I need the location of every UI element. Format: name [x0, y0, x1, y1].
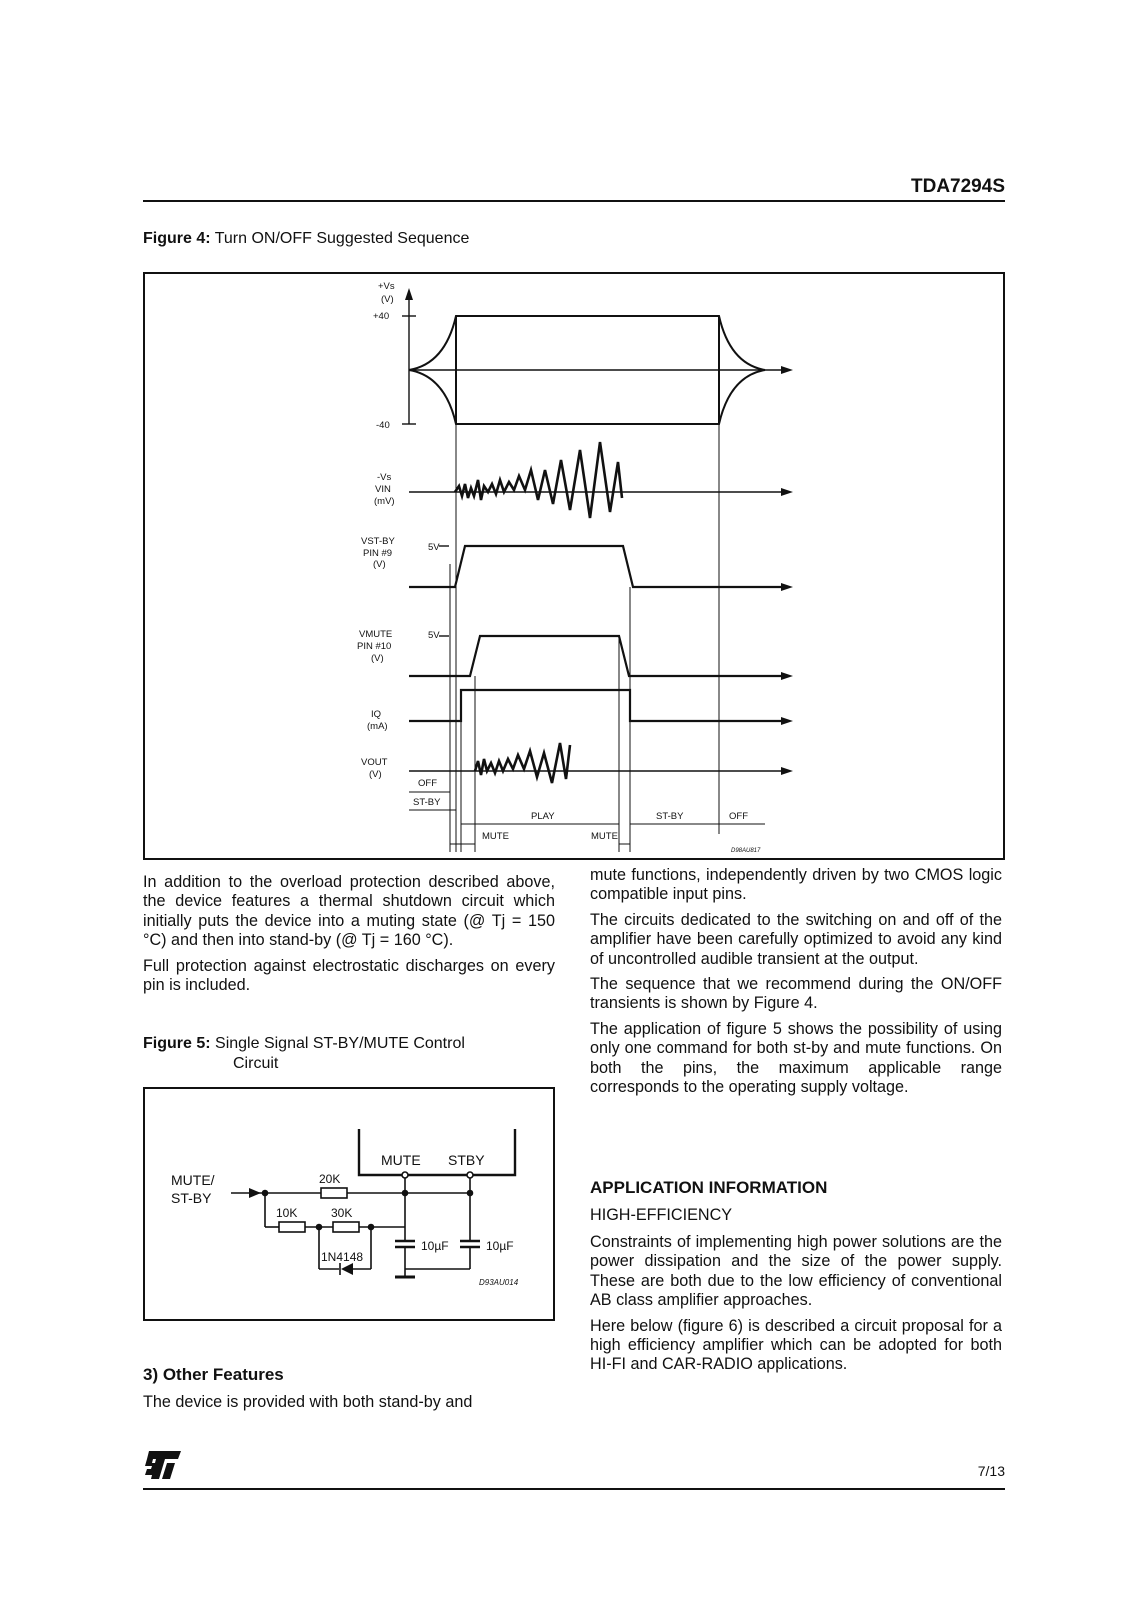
- vs-unit-label: (V): [381, 294, 394, 305]
- vmute-pin-label: PIN #10: [357, 641, 392, 652]
- vstby-unit-label: (V): [373, 559, 386, 570]
- left-para-1: In addition to the overload protection described above, the device features a thermal shutdown circuit which initially puts the device into a muting state (@ Tj = 150 °C) and then into stand-by (@ Tj = 160 °C).: [143, 873, 555, 950]
- vstby-pin-label: PIN #9: [363, 548, 393, 559]
- left-column: [143, 873, 555, 1001]
- left-para-3: The device is provided with both stand-by and: [143, 1393, 473, 1411]
- right-para-6: Here below (figure 6) is described a circuit proposal for a high efficiency amplifier which can be adopted for both HI-FI and CAR-RADIO applications.: [590, 1316, 1002, 1374]
- resistor-30k: [333, 1222, 359, 1232]
- vout-signal-trace: [475, 743, 570, 783]
- vmute-level-label: 5V: [428, 630, 440, 641]
- figure4-code: D98AU817: [731, 848, 761, 854]
- resistor-20k: [321, 1188, 347, 1198]
- other-features-heading: 3) Other Features: [143, 1365, 284, 1384]
- r10k-label: 10K: [276, 1206, 298, 1220]
- figure4-timing-diagram: [145, 274, 1003, 858]
- vout-unit-label: (V): [369, 769, 382, 780]
- iq-unit-label: (mA): [367, 721, 388, 732]
- stby-left-label: ST-BY: [413, 797, 441, 808]
- vstby-label: VST-BY: [361, 536, 395, 547]
- off-left-label: OFF: [418, 778, 437, 789]
- figure5-caption: [143, 1035, 465, 1053]
- vstby-level-label: 5V: [428, 542, 440, 553]
- vin-label: VIN: [375, 484, 391, 495]
- diode-1n4148: [341, 1263, 353, 1275]
- figure5-code: D93AU014: [479, 1278, 519, 1287]
- application-info-heading: APPLICATION INFORMATION: [590, 1178, 828, 1197]
- resistor-10k: [279, 1222, 305, 1232]
- figure5-caption-label: Figure 5:: [143, 1035, 211, 1052]
- left-para-2: Full protection against electrostatic discharges on every pin is included.: [143, 956, 555, 995]
- minus-vs-label: -Vs: [377, 472, 392, 483]
- negative-supply-trace: [409, 370, 765, 424]
- vin-unit-label: (mV): [374, 496, 395, 507]
- diode-label: 1N4148: [321, 1250, 364, 1264]
- st-logo-icon: [143, 1449, 185, 1481]
- figure4-caption: [143, 230, 469, 248]
- vstby-trace: [409, 546, 785, 587]
- figure5-caption-line2: Circuit: [233, 1055, 279, 1072]
- right-para-4: The application of figure 5 shows the possibility of using only one command for both st-by and mute functions. On both the pins, the maximum applicable range corresponds to the operating supply voltage.: [590, 1019, 1002, 1097]
- input-arrow: [249, 1188, 261, 1198]
- vmute-unit-label: (V): [371, 653, 384, 664]
- right-column: [590, 866, 1002, 1103]
- r20k-label: 20K: [319, 1172, 341, 1186]
- page-number: 7/13: [977, 1463, 1005, 1479]
- iq-trace: [409, 690, 785, 721]
- vs-axis-arrow: [405, 288, 413, 300]
- right-para-5: Constraints of implementing high power solutions are the power dissipation and the size of the power supply. These are both due to the low efficiency of conventional AB class amplifier approaches.: [590, 1233, 1002, 1310]
- footer-rule: [143, 1488, 1005, 1490]
- pin-stby-label: STBY: [448, 1152, 485, 1168]
- document-title: TDA7294S: [911, 176, 1005, 197]
- st-logo: [143, 1449, 185, 1486]
- vs-top-label: +Vs: [378, 281, 395, 292]
- iq-label: IQ: [371, 709, 382, 720]
- vin-signal-trace: [455, 442, 622, 518]
- positive-supply-trace: [409, 316, 765, 370]
- high-efficiency-subheading: HIGH-EFFICIENCY: [590, 1206, 733, 1224]
- header-rule: [143, 200, 1005, 202]
- cap1-label: 10µF: [421, 1239, 449, 1253]
- figure4-box: [143, 272, 1005, 860]
- off-right-label: OFF: [729, 811, 748, 822]
- right-para-2: The circuits dedicated to the switching on and off of the amplifier have been carefully optimized to avoid any kind of uncontrolled audible transient at the output.: [590, 910, 1002, 968]
- vmute-trace: [409, 636, 785, 676]
- stby-right-label: ST-BY: [656, 811, 684, 822]
- figure4-caption-label: Figure 4:: [143, 230, 211, 247]
- vmute-label: VMUTE: [359, 629, 393, 640]
- mute-left-label: MUTE: [482, 831, 509, 842]
- right-para-1: mute functions, independently driven by two CMOS logic compatible input pins.: [590, 866, 1002, 904]
- figure5-caption-text: Single Signal ST-BY/MUTE Control: [215, 1035, 465, 1052]
- r30k-label: 30K: [331, 1206, 353, 1220]
- minus40-label: -40: [376, 420, 390, 431]
- vout-label: VOUT: [361, 757, 388, 768]
- plus40-label: +40: [373, 311, 390, 322]
- play-label: PLAY: [531, 811, 555, 822]
- mute-right-label: MUTE: [591, 831, 618, 842]
- right-para-3: The sequence that we recommend during the ON/OFF transients is shown by Figure 4.: [590, 975, 1002, 1013]
- pin-mute-label: MUTE: [381, 1152, 421, 1168]
- mute-stby-input-label-1: MUTE/: [171, 1172, 215, 1188]
- right-column-bottom: [590, 1178, 1002, 1381]
- figure5-box: [143, 1087, 555, 1321]
- figure5-circuit-diagram: [145, 1089, 553, 1319]
- cap2-label: 10µF: [486, 1239, 514, 1253]
- figure4-caption-text: Turn ON/OFF Suggested Sequence: [214, 230, 470, 247]
- left-column-bottom: [143, 1365, 555, 1418]
- mute-stby-input-label-2: ST-BY: [171, 1190, 212, 1206]
